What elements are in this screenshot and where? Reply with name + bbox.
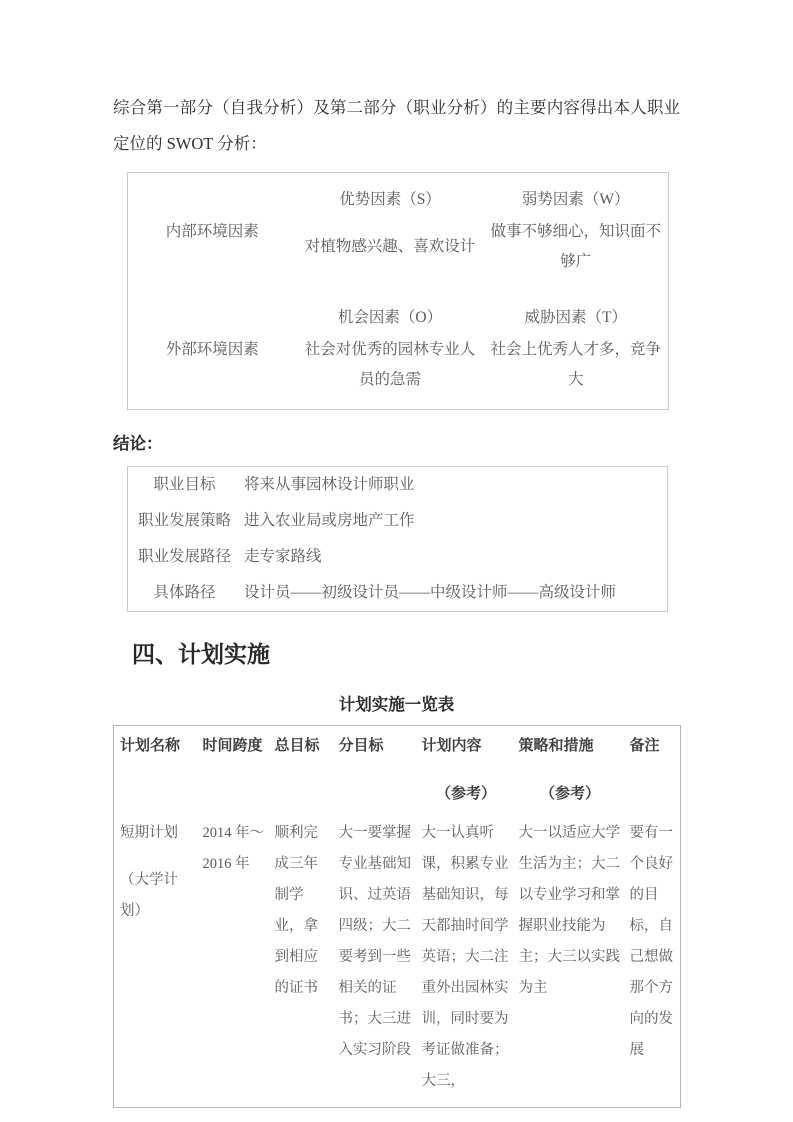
cell-remark: 要有一个良好的目标，自己想做那个方向的发展	[629, 825, 673, 1058]
cell-plan-content: 大一认真听课，积累专业基础知识，每天都抽时间学英语；大二注重外出园林实训，同时要为考证做准备；大三，	[421, 825, 509, 1089]
conclusion-row-value: 走专家路线	[244, 548, 322, 565]
conclusion-row-value: 进入农业局或房地产工作	[244, 512, 415, 529]
plan-table-title: 计划实施一览表	[338, 695, 455, 714]
swot-opportunity-content: 社会对优秀的园林专业人员的急需	[304, 341, 476, 388]
cell-sub-goal: 大一要掌握专业基础知识、过英语四级；大二要考到一些相关的证书；大三进入实习阶段	[338, 825, 411, 1058]
plan-table-header-row	[114, 726, 681, 813]
conclusion-row-value: 将来从事园林设计师职业	[244, 476, 415, 493]
intro-paragraph: 综合第一部分（自我分析）及第二部分（职业分析）的主要内容得出本人职业定位的 SWOT 分析：	[113, 98, 680, 153]
swot-threat-content: 社会上优秀人才多，竞争大	[490, 341, 661, 388]
header-label: 计划名称	[120, 738, 181, 754]
swot-weakness-content: 做事不够细心，知识面不够广	[490, 223, 661, 270]
swot-internal-label: 内部环境因素	[165, 223, 259, 240]
swot-table	[127, 172, 669, 410]
cell-overall-goal: 顺利完成三年制学业，拿到相应的证书	[274, 825, 318, 996]
header-strategy	[513, 726, 624, 813]
conclusion-table	[127, 466, 668, 612]
header-sub-goal	[333, 726, 416, 813]
conclusion-row-label: 职业发展策略	[137, 512, 231, 529]
swot-strength-header: 优势因素（S）	[339, 191, 441, 208]
swot-strength-content: 对植物感兴趣、喜欢设计	[304, 238, 476, 255]
swot-opportunity-header: 机会因素（O）	[337, 309, 443, 326]
swot-threat-header: 威胁因素（T）	[524, 309, 627, 326]
table-row	[128, 503, 668, 539]
plan-table	[113, 725, 681, 1108]
plan-table-body-row	[114, 812, 681, 1108]
header-overall-goal	[269, 726, 333, 813]
table-row	[128, 291, 669, 333]
cell-strategy: 大一以适应大学生活为主；大二以专业学习和掌握职业技能为主；大三以实践为主	[518, 825, 620, 996]
header-label: 备注	[629, 738, 660, 754]
conclusion-row-value: 设计员——初级设计员——中级设计师——高级设计师	[244, 584, 617, 601]
section-heading: 四、计划实施	[132, 642, 270, 667]
conclusion-heading: 结论：	[113, 434, 163, 453]
conclusion-row-label: 具体路径	[153, 584, 216, 601]
header-subnote: （参考）	[435, 786, 496, 802]
header-subnote: （参考）	[539, 786, 600, 802]
header-label: 时间跨度	[202, 738, 263, 754]
swot-weakness-header: 弱势因素（W）	[521, 191, 630, 208]
table-row	[128, 539, 668, 575]
table-row	[128, 467, 668, 504]
conclusion-row-label: 职业目标	[153, 476, 216, 493]
header-label: 总目标	[274, 738, 320, 754]
cell-plan-name	[114, 812, 197, 1108]
table-row	[128, 173, 669, 216]
plan-name-line2: （大学计划）	[120, 872, 178, 919]
cell-time-span: 2014 年～2016 年	[202, 825, 265, 872]
header-time-span	[197, 726, 269, 813]
header-label: 策略和措施	[518, 738, 594, 754]
header-plan-name	[114, 726, 197, 813]
header-label: 分目标	[338, 738, 384, 754]
plan-name-line1: 短期计划	[120, 825, 178, 841]
table-row	[128, 575, 668, 612]
header-remark	[624, 726, 681, 813]
header-label: 计划内容	[421, 738, 482, 754]
swot-external-label: 外部环境因素	[165, 341, 259, 358]
header-plan-content	[416, 726, 513, 813]
conclusion-row-label: 职业发展路径	[137, 548, 231, 565]
